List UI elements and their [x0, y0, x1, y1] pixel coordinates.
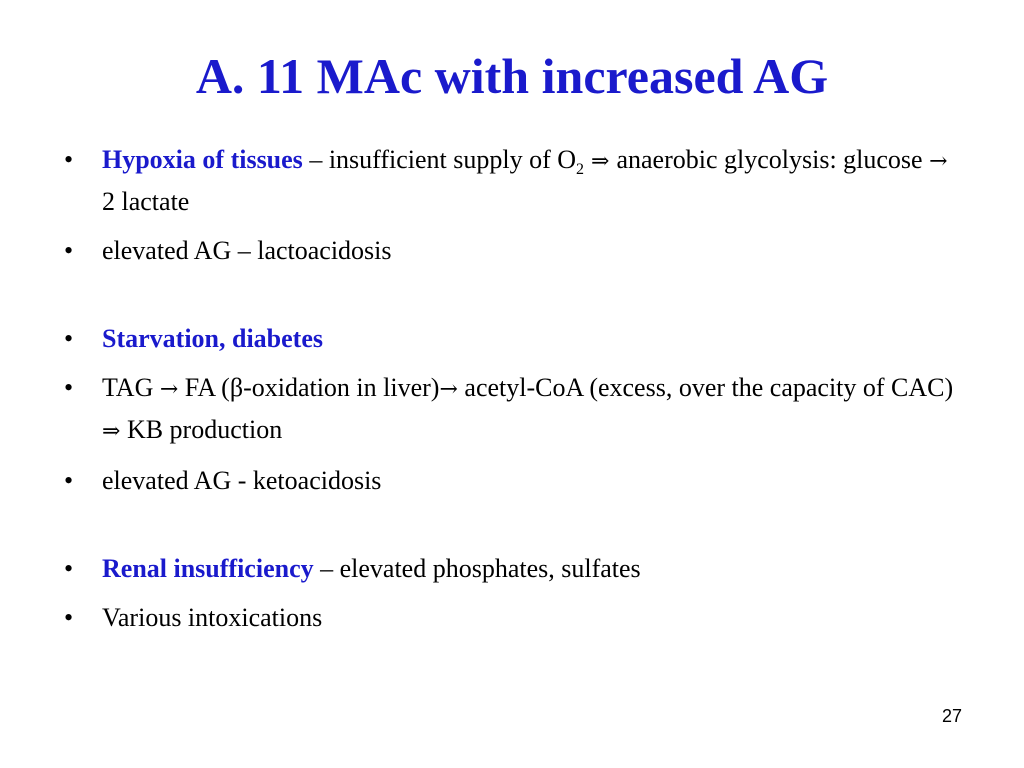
bullet-text: TAG — [102, 373, 160, 402]
bullet-text: 2 lactate — [102, 187, 190, 216]
bullet-highlight: Starvation, diabetes — [102, 324, 323, 353]
bullet-highlight: Renal insufficiency — [102, 554, 314, 583]
bullet-text: – insufficient supply of O — [302, 145, 577, 174]
bullet-lactoacidosis — [64, 231, 964, 271]
bullet-icon: • — [64, 236, 74, 265]
bullet-text: FA ( — [178, 373, 230, 402]
bullet-starvation — [64, 319, 964, 359]
slide-title: A. 11 MAc with increased AG — [195, 48, 829, 104]
bullet-text: anaerobic glycolysis: glucose — [616, 145, 930, 174]
bullet-icon: • — [64, 324, 74, 353]
right-arrow-icon: → — [929, 149, 948, 174]
bullet-renal — [64, 549, 964, 589]
bullet-icon: • — [64, 554, 74, 583]
bullet-tag-fa — [64, 368, 964, 452]
right-arrow-icon: → — [439, 377, 458, 402]
implies-arrow-icon: ⇒ — [584, 149, 617, 174]
bullet-text: -oxidation in liver) — [243, 373, 440, 402]
page-number: 27 — [941, 706, 962, 726]
right-arrow-icon: → — [159, 377, 179, 402]
bullet-text: acetyl-CoA (excess, over the capacity of CAC) — [457, 373, 954, 402]
bullet-icon: • — [64, 466, 74, 495]
bullet-text: – elevated phosphates, sulfates — [313, 554, 641, 583]
bullet-intoxications — [64, 598, 964, 638]
bullet-icon: • — [64, 603, 74, 632]
bullet-text: elevated AG – lactoacidosis — [102, 236, 392, 265]
implies-arrow-icon: ⇒ — [102, 419, 121, 444]
bullet-ketoacidosis — [64, 461, 964, 501]
subscript-text: 2 — [576, 161, 585, 179]
bullet-text: KB production — [120, 415, 283, 444]
bullet-text: Various intoxications — [102, 603, 323, 632]
bullet-hypoxia — [64, 140, 964, 222]
bullet-icon: • — [64, 145, 74, 174]
beta-symbol: β — [229, 373, 244, 402]
bullet-text: elevated AG - ketoacidosis — [102, 466, 382, 495]
bullet-highlight: Hypoxia of tissues — [102, 145, 303, 174]
bullet-icon: • — [64, 373, 74, 402]
bullet-list — [64, 140, 964, 647]
